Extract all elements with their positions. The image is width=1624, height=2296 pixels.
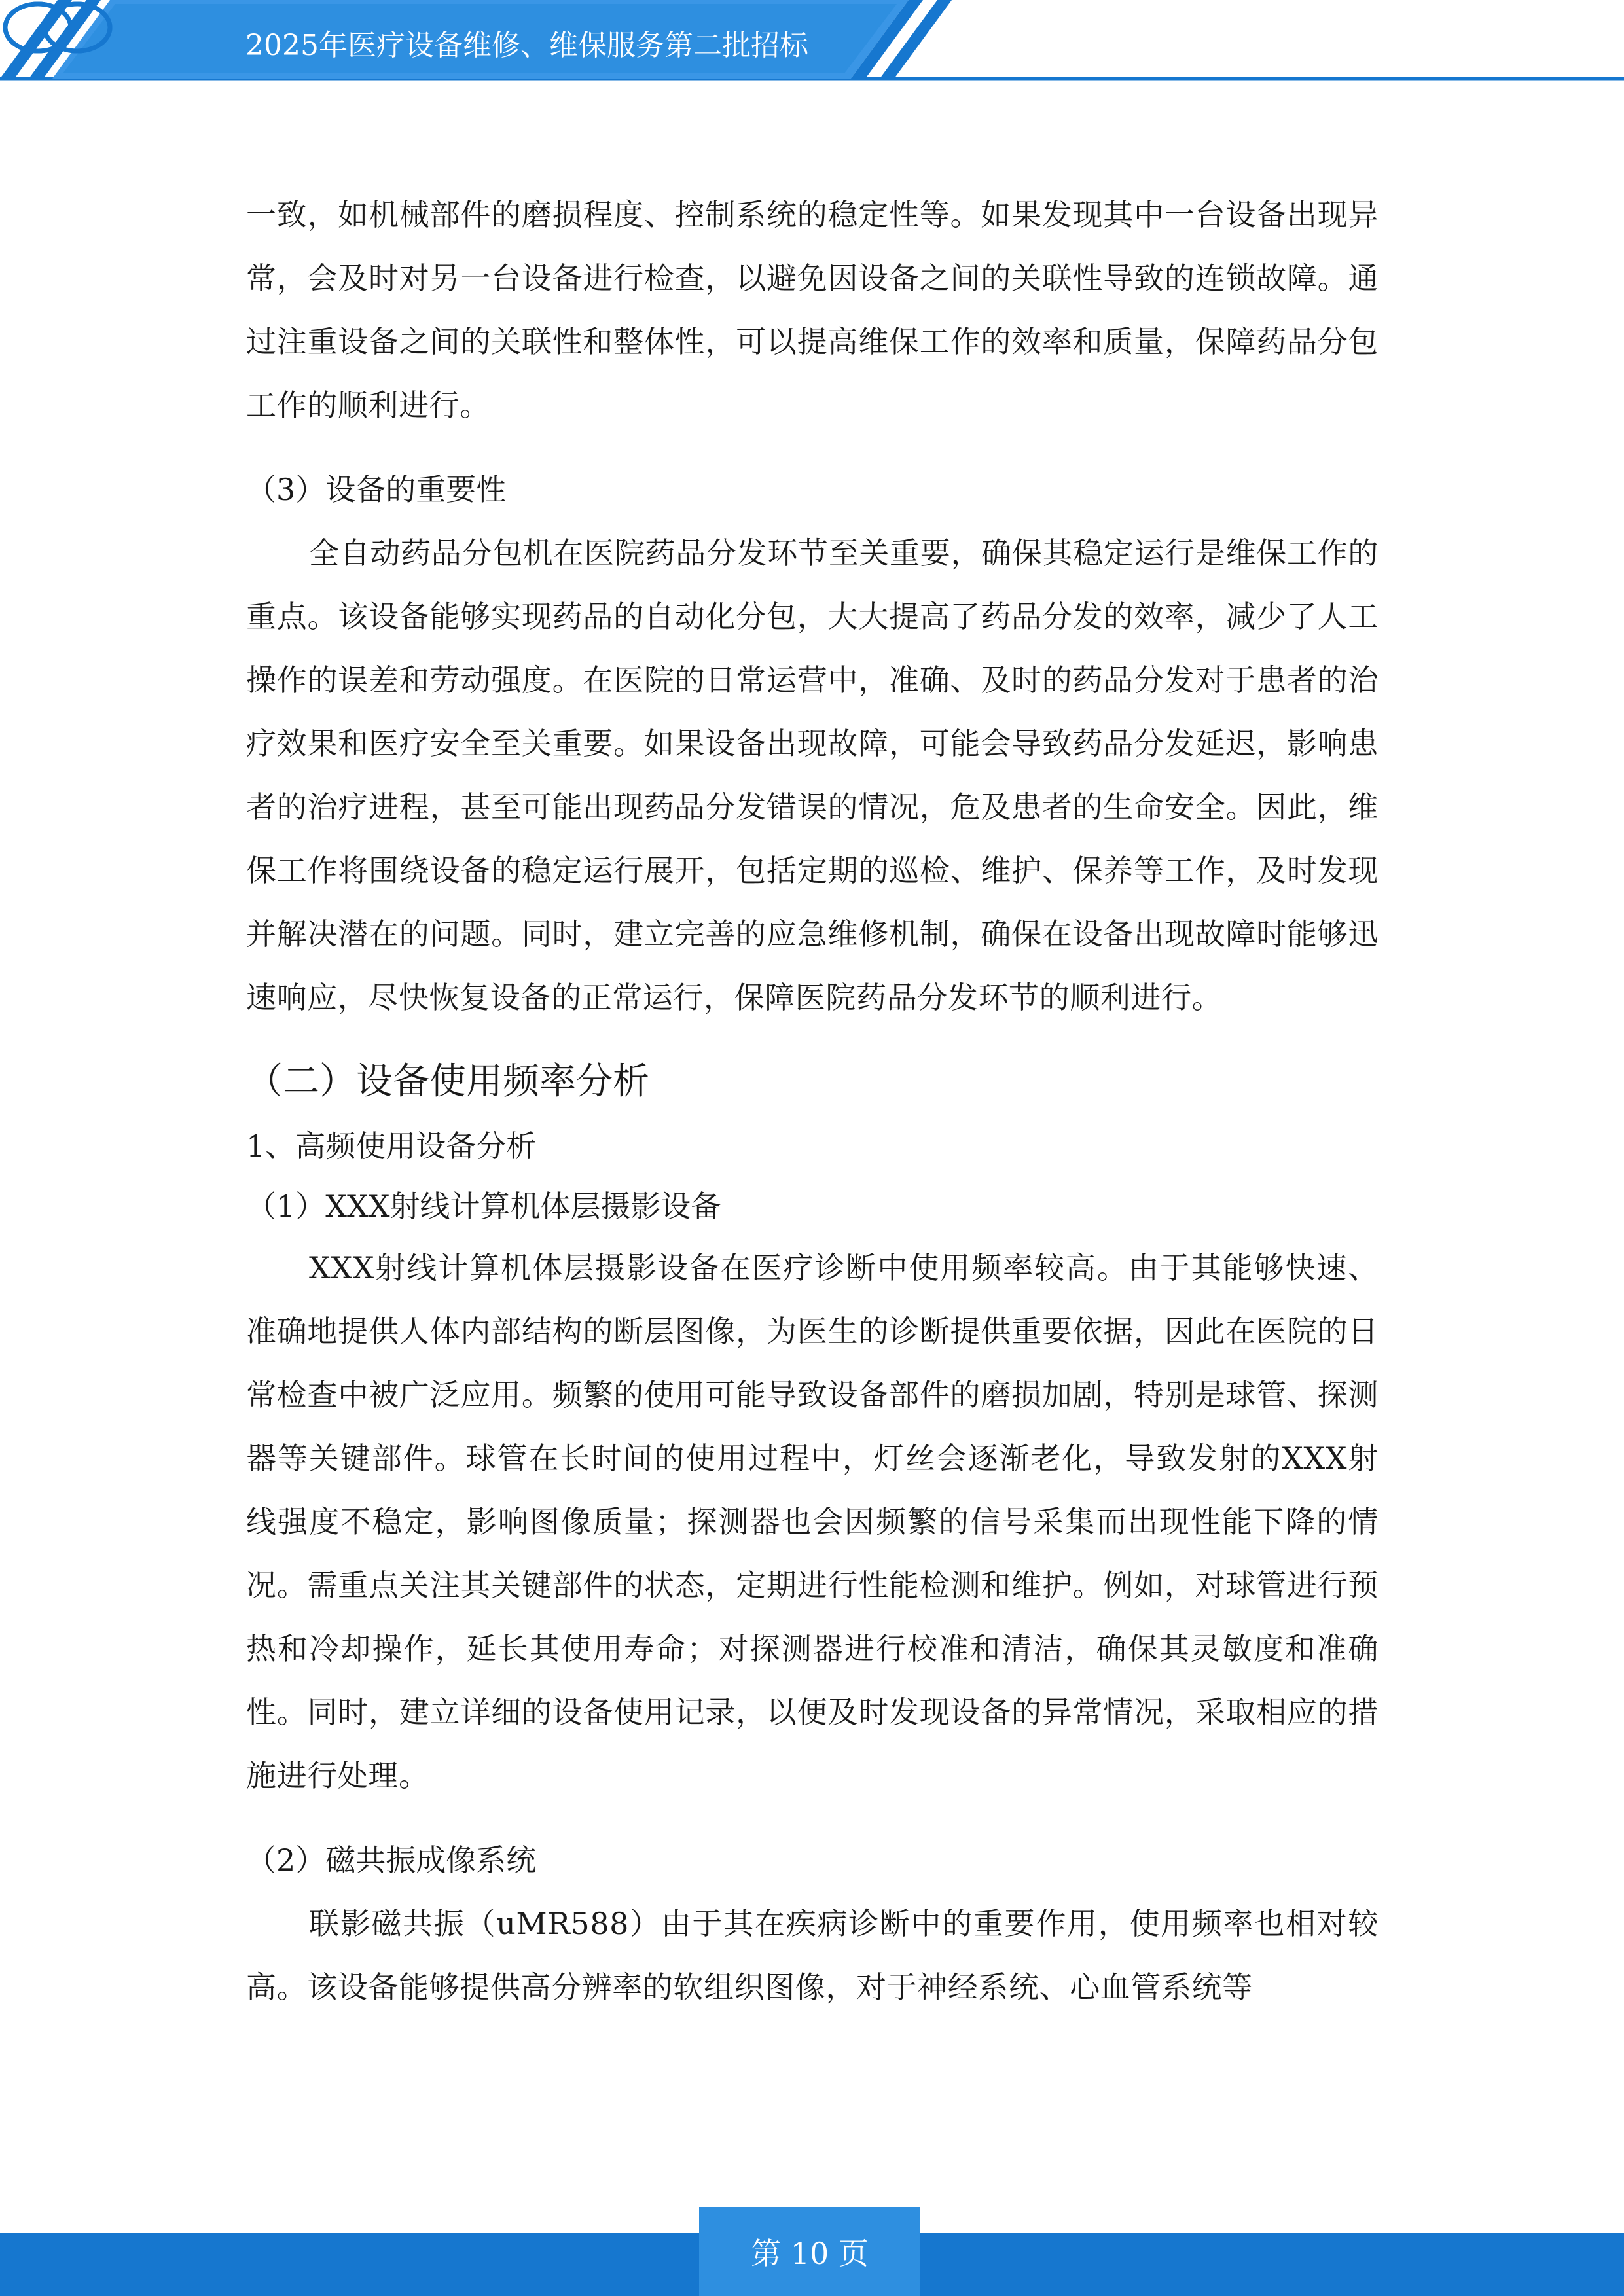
double-ring-logo-icon <box>0 0 115 55</box>
page-number: 第 10 页 <box>699 2207 920 2296</box>
subheading-ct-equipment: （1）XXX射线计算机体层摄影设备 <box>246 1189 721 1224</box>
paragraph-ct-equipment: XXX射线计算机体层摄影设备在医疗诊断中使用频率较高。由于其能够快速、准确地提供人体内部结构的断层图像，为医生的诊断提供重要依据，因此在医院的日常检查中被广泛应用。频繁的使用可能导致设备部件的磨损加剧，特别是球管、探测器等关键部件。球管在长时间的使用过程中，灯丝会逐渐老化，导致发射的XXX射线强度不稳定，影响图像质量；探测器也会因频繁的信号采集而出现性能下降的情况。需重点关注其关键部件的状态，定期进行性能检测和维护。例如，对球管进行预热和冷却操作，延长其使用寿命；对探测器进行校准和清洁，确保其灵敏度和准确性。同时，建立详细的设备使用记录，以便及时发现设备的异常情况，采取相应的措施进行处理。 <box>246 1250 1379 1793</box>
section-heading-usage-frequency: （二）设备使用频率分析 <box>246 1060 649 1103</box>
subheading-mri-system: （2）磁共振成像系统 <box>246 1842 537 1878</box>
header-title: 2025年医疗设备维修、维保服务第二批招标 <box>245 29 808 62</box>
subheading-equipment-importance: （3）设备的重要性 <box>246 472 507 507</box>
paragraph-equipment-importance: 全自动药品分包机在医院药品分发环节至关重要，确保其稳定运行是维保工作的重点。该设备能够实现药品的自动化分包，大大提高了药品分发的效率，减少了人工操作的误差和劳动强度。在医院的日常运营中，准确、及时的药品分发对于患者的治疗效果和医疗安全至关重要。如果设备出现故障，可能会导致药品分发延迟，影响患者的治疗进程，甚至可能出现药品分发错误的情况，危及患者的生命安全。因此，维保工作将围绕设备的稳定运行展开，包括定期的巡检、维护、保养等工作，及时发现并解决潜在的问题。同时，建立完善的应急维修机制，确保在设备出现故障时能够迅速响应，尽快恢复设备的正常运行，保障医院药品分发环节的顺利进行。 <box>246 535 1379 1015</box>
document-body <box>246 183 1379 2019</box>
page-header <box>0 0 1624 85</box>
heading-high-frequency-analysis: 1、高频使用设备分析 <box>246 1128 537 1164</box>
paragraph-continued: 一致，如机械部件的磨损程度、控制系统的稳定性等。如果发现其中一台设备出现异常，会及时对另一台设备进行检查，以避免因设备之间的关联性导致的连锁故障。通过注重设备之间的关联性和整体性，可以提高维保工作的效率和质量，保障药品分包工作的顺利进行。 <box>246 197 1379 423</box>
paragraph-mri-system: 联影磁共振（uMR588）由于其在疾病诊断中的重要作用，使用频率也相对较高。该设备能够提供高分辨率的软组织图像，对于神经系统、心血管系统等 <box>246 1906 1379 2005</box>
